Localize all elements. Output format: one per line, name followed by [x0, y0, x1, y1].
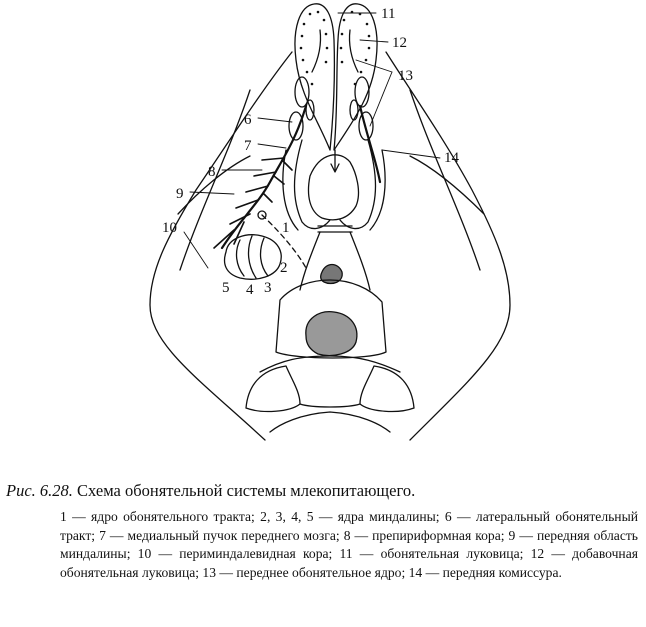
leader-lines — [184, 13, 440, 268]
label-8: 8 — [208, 164, 216, 180]
caption-legend: 1 — ядро обонятельного тракта; 2, 3, 4, 5 — ядра миндалины; 6 — латеральный обонятельный тракт; 7 — медиальный пучок переднего мозга; 8 — препириформная кора; 9 — передняя область миндалины; 10 — периминдалевидная кора; 11 — обонятельная луковица; 12 — добавочная обонятельная луковица; 13 — переднее обонятельное ядро; 14 — передняя комиссура. — [60, 509, 638, 580]
label-7: 7 — [244, 138, 252, 154]
brain-outline — [150, 52, 510, 440]
label-13: 13 — [398, 68, 413, 84]
caption-title-line — [6, 480, 642, 502]
forebrain-center — [283, 140, 385, 232]
label-12: 12 — [392, 35, 407, 51]
label-1: 1 — [282, 220, 290, 236]
label-14: 14 — [444, 150, 459, 166]
caption-title: Схема обонятельной системы млекопитающего. — [77, 481, 416, 500]
figure-caption — [6, 480, 642, 582]
label-3: 3 — [264, 280, 272, 296]
label-11: 11 — [381, 6, 396, 22]
amygdala-nuclei — [225, 235, 282, 279]
label-10: 10 — [162, 220, 177, 236]
brainstem — [246, 232, 414, 432]
label-6: 6 — [244, 112, 252, 128]
label-4: 4 — [246, 282, 254, 298]
label-2: 2 — [280, 260, 288, 276]
label-9: 9 — [176, 186, 184, 202]
label-5: 5 — [222, 280, 230, 296]
figure-reference: Рис. 6.28. — [6, 481, 73, 500]
